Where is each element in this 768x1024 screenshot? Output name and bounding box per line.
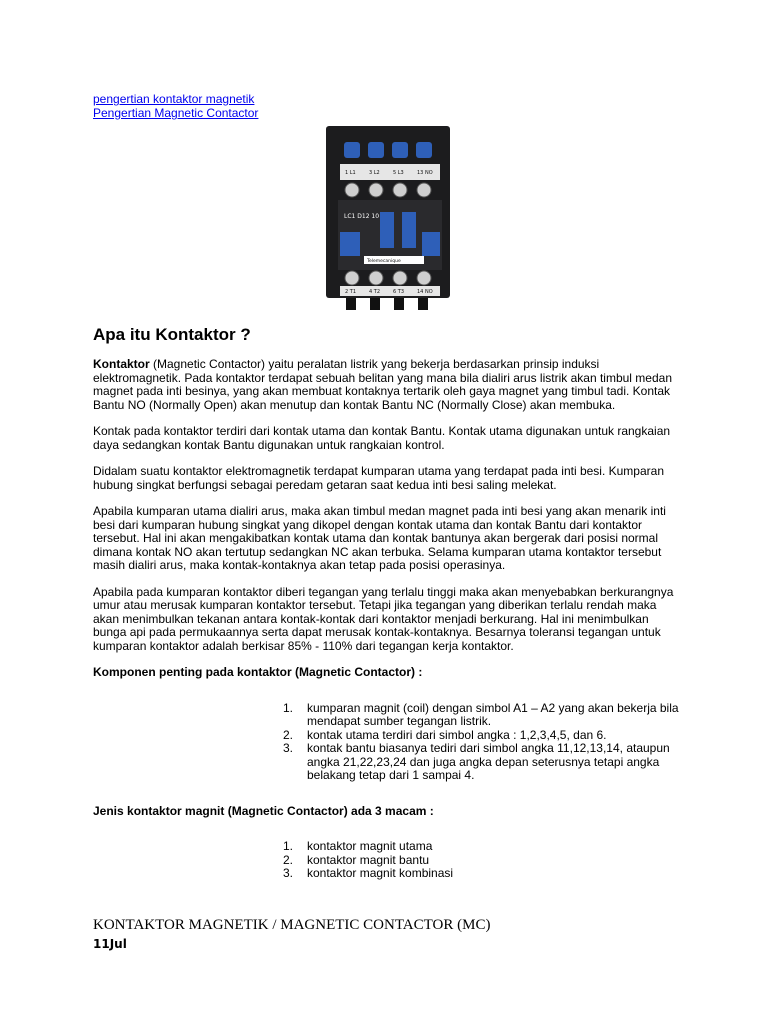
list-text: kontaktor magnit kombinasi <box>307 866 454 880</box>
list-item <box>93 742 683 783</box>
paragraph-kontak: Kontak pada kontaktor terdiri dari kontak utama dan kontak Bantu. Kontak utama digunakan untuk rangkaian daya sedangkan kontak Bantu digunakan untuk rangkaian kontrol. <box>93 424 671 452</box>
list-item <box>93 729 683 743</box>
top-terminal-label: 1 L1 <box>345 170 356 176</box>
bottom-terminal-label: 6 T3 <box>393 289 405 295</box>
list-text: kontaktor magnit bantu <box>307 852 430 867</box>
paragraph-text: (Magnetic Contactor) yaitu peralatan listrik yang bekerja berdasarkan prinsip induksi elektromagnetik. Pada kontaktor terdapat sebuah belitan yang mana bila dialiri arus listrik akan timbul medan magnet pada inti besinya, yang akan membuat kontaknya tertarik oleh gaya magnet yang timbul tadi. Kontak Bantu NO (Normally Open) akan menutup dan kontak Bantu NC (Normally Close) akan membuka. <box>93 357 672 412</box>
list-number: 1. <box>283 700 294 715</box>
list-text: kontak bantu biasanya tediri dari simbol angka 11,12,13,14, ataupun angka 21,22,23,24 dan juga angka depan seterusnya tetapi angka belakang tetap dari 1 sampai 4. <box>307 741 670 782</box>
brand-label: Telemecanique <box>367 259 401 264</box>
paragraph-tegangan: Apabila pada kumparan kontaktor diberi tegangan yang terlalu tinggi maka akan menyebabkan berkurangnya umur atau merusak kumparan kontaktor tersebut. Tetapi jika tegangan yang diberikan terlalu rendah maka akan menimbulkan tekanan antara kontak-kontak dari kontaktor menjadi berkurang. Hal ini menimbulkan bunga api pada permukaannya serta dapat merusak kontak-kontaknya. Besarnya toleransi tegangan untuk kumparan kontaktor adalah berkisar 85% - 110% dari tegangan kerja kontaktor. <box>93 584 674 653</box>
list-item <box>93 867 683 881</box>
section-jenis-heading: Jenis kontaktor magnit (Magnetic Contactor) ada 3 macam : <box>93 803 434 818</box>
list-number: 3. <box>283 741 294 755</box>
section-komponen-heading: Komponen penting pada kontaktor (Magnetic Contactor) : <box>93 665 423 679</box>
komponen-list <box>93 702 683 783</box>
magnetic-contactor-photo <box>318 122 458 312</box>
top-terminal-label: 5 L3 <box>393 170 404 176</box>
model-label: LC1 D12 10 <box>344 213 380 220</box>
top-terminal-label: 13 NO <box>417 170 433 176</box>
bottom-terminal-label: 4 T2 <box>369 289 381 295</box>
list-number: 2. <box>283 852 294 867</box>
list-item <box>93 840 683 854</box>
paragraph-definition <box>93 358 683 412</box>
page-title: Apa itu Kontaktor ? <box>93 325 251 344</box>
footer-title: KONTAKTOR MAGNETIK / MAGNETIC CONTACTOR (MC) <box>93 917 491 933</box>
link-group <box>93 92 258 120</box>
paragraph-operasi: Apabila kumparan utama dialiri arus, maka akan timbul medan magnet pada inti besi yang akan menarik inti besi dari kumparan hubung singkat yang dikopel dengan kontak utama dan kontak Bantu dari kontaktor tersebut. Hal ini akan mengakibatkan kontak utama dan kontak bantunya akan bergerak dari posisi normal dimana kontak NO akan tertutup sedangkan NC akan terbuka. Selama kumparan utama kontaktor tersebut masih dialiri arus, maka kontak-kontaknya akan tetap pada posisi operasinya. <box>93 504 666 572</box>
list-number: 1. <box>283 839 294 853</box>
article-body <box>93 358 683 903</box>
top-terminal-label: 3 L2 <box>369 170 380 176</box>
paragraph-kumparan: Didalam suatu kontaktor elektromagnetik terdapat kumparan utama yang terdapat pada inti besi. Kumparan hubung singkat berfungsi sebagai peredam getaran saat kedua inti besi saling melekat. <box>93 464 664 492</box>
list-number: 2. <box>283 727 294 742</box>
list-item <box>93 702 683 729</box>
term-kontaktor: Kontaktor <box>93 357 150 371</box>
bottom-terminal-label: 2 T1 <box>345 289 357 295</box>
list-text: kontaktor magnit utama <box>307 839 433 853</box>
link-pengertian-kontaktor-magnetik[interactable]: pengertian kontaktor magnetik <box>93 92 255 106</box>
list-number: 3. <box>283 866 294 880</box>
footer-date: 11Jul <box>93 937 127 951</box>
link-pengertian-magnetic-contactor[interactable]: Pengertian Magnetic Contactor <box>93 106 259 120</box>
bottom-terminal-label: 14 NO <box>417 289 433 295</box>
list-item <box>93 854 683 868</box>
list-text: kontak utama terdiri dari simbol angka : 1,2,3,4,5, dan 6. <box>307 727 607 742</box>
jenis-list <box>93 840 683 881</box>
list-text: kumparan magnit (coil) dengan simbol A1 – A2 yang akan bekerja bila mendapat sumber tegangan listrik. <box>307 700 679 728</box>
